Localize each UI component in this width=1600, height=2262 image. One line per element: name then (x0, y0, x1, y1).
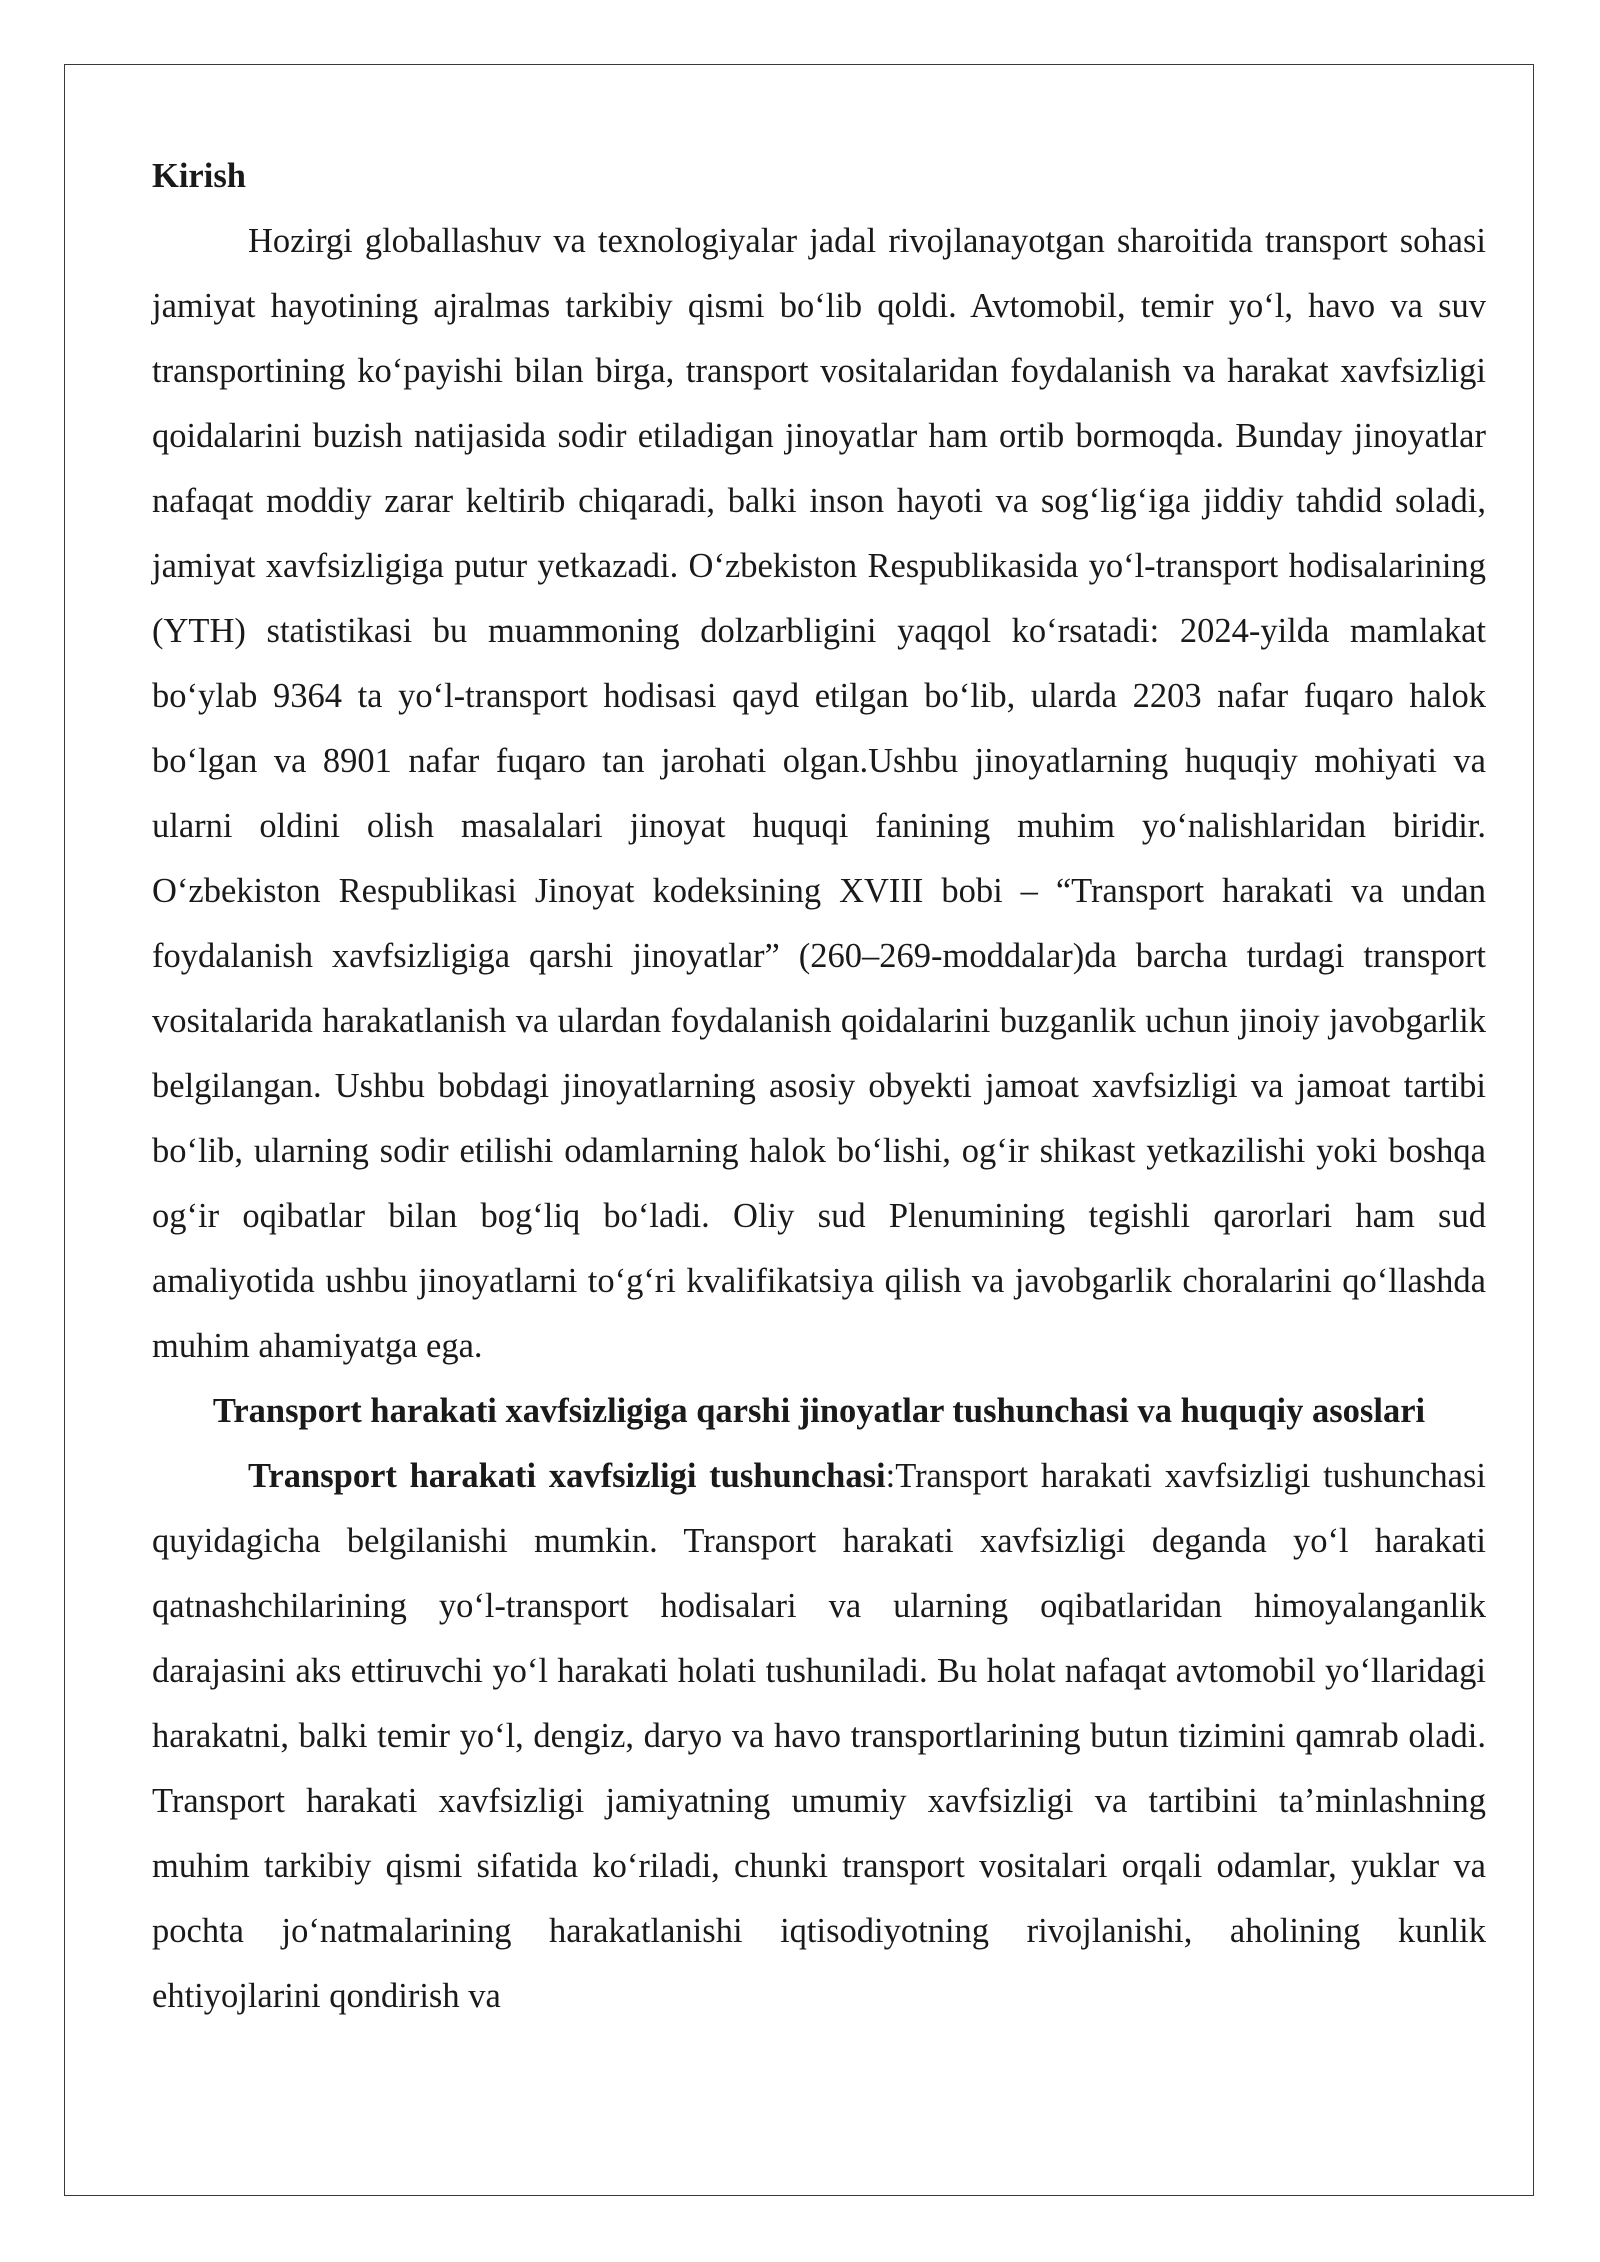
section-heading-transport-crimes: Transport harakati xavfsizligiga qarshi jinoyatlar tushunchasi va huquqiy asoslari (212, 1392, 1426, 1430)
definition-paragraph (152, 1444, 1486, 2029)
definition-text: :Transport harakati xavfsizligi tushunchasi quyidagicha belgilanishi mumkin. Transport harakati xavfsizligi deganda yo‘l harakati qatnashchilarining yo‘l-transport hodisalari va ularning oqibatlaridan himoyalanganlik darajasini aks ettiruvchi yo‘l harakati holati tushuniladi. Bu holat nafaqat avtomobil yo‘llaridagi harakatni, balki temir yo‘l, dengiz, daryo va havo transportlarining butun tizimini qamrab oladi. Transport harakati xavfsizligi jamiyatning umumiy xavfsizligi va tartibini ta’minlashning muhim tarkibiy qismi sifatida ko‘riladi, chunki transport vositalari orqali odamlar, yuklar va pochta jo‘natmalarining harakatlanishi iqtisodiyotning rivojlanishi, aholining kunlik ehtiyojlarini qondirish va (152, 1457, 1486, 2015)
definition-term: Transport harakati xavfsizligi tushunchasi (248, 1457, 886, 1495)
section-heading-kirish: Kirish (152, 157, 246, 195)
intro-paragraph: Hozirgi globallashuv va texnologiyalar jadal rivojlanayotgan sharoitida transport sohasi jamiyat hayotining ajralmas tarkibiy qismi bo‘lib qoldi. Avtomobil, temir yo‘l, havo va suv transportining ko‘payishi bilan birga, transport vositalaridan foydalanish va harakat xavfsizligi qoidalarini buzish natijasida sodir etiladigan jinoyatlar ham ortib bormoqda. Bunday jinoyatlar nafaqat moddiy zarar keltirib chiqaradi, balki inson hayoti va sog‘lig‘iga jiddiy tahdid soladi, jamiyat xavfsizligiga putur yetkazadi. O‘zbekiston Respublikasida yo‘l-transport hodisalarining (YTH) statistikasi bu muammoning dolzarbligini yaqqol ko‘rsatadi: 2024-yilda mamlakat bo‘ylab 9364 ta yo‘l-transport hodisasi qayd etilgan bo‘lib, ularda 2203 nafar fuqaro halok bo‘lgan va 8901 nafar fuqaro tan jarohati olgan.Ushbu jinoyatlarning huquqiy mohiyati va ularni oldini olish masalalari jinoyat huquqi fanining muhim yo‘nalishlaridan biridir. O‘zbekiston Respublikasi Jinoyat kodeksining XVIII bobi – “Transport harakati va undan foydalanish xavfsizligiga qarshi jinoyatlar” (260–269-moddalar)da barcha turdagi transport vositalarida harakatlanish va ulardan foydalanish qoidalarini buzganlik uchun jinoiy javobgarlik belgilangan. Ushbu bobdagi jinoyatlarning asosiy obyekti jamoat xavfsizligi va jamoat tartibi bo‘lib, ularning sodir etilishi odamlarning halok bo‘lishi, og‘ir shikast yetkazilishi yoki boshqa og‘ir oqibatlar bilan bog‘liq bo‘ladi. Oliy sud Plenumining tegishli qarorlari ham sud amaliyotida ushbu jinoyatlarni to‘g‘ri kvalifikatsiya qilish va javobgarlik choralarini qo‘llashda muhim ahamiyatga ega. (152, 222, 1486, 1365)
document-body (152, 144, 1486, 2029)
